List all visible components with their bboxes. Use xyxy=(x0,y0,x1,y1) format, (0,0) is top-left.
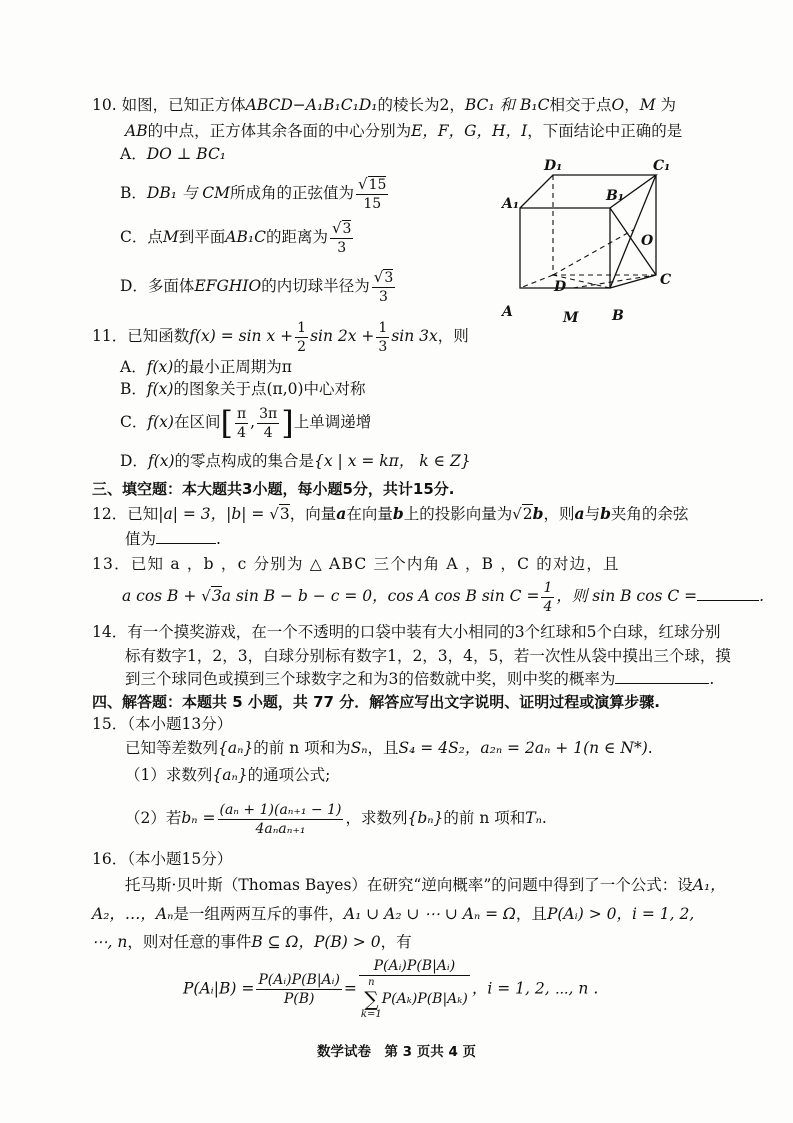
q10-text: 的棱长为2， xyxy=(377,96,465,114)
option-text: 在区间 xyxy=(173,413,221,431)
option-text: 的图象关于点(π,0)中心对称 xyxy=(173,380,366,398)
option-label: C．点 xyxy=(120,228,163,246)
page-footer: 数学试卷 第 3 页共 4 页 xyxy=(316,1044,477,1060)
frac-num: P(Aᵢ)P(B|Aᵢ) xyxy=(258,972,340,988)
fraction xyxy=(295,320,308,355)
label-b: B xyxy=(612,308,624,324)
option-label: D．多面体 xyxy=(120,277,195,295)
q11-math: sin 3x xyxy=(391,327,438,345)
q10-text: 为 xyxy=(660,96,677,114)
q10-lines: BC₁ 和 B₁C xyxy=(464,96,550,114)
sum-bottom: k=1 xyxy=(360,1009,382,1020)
q15-text: （2）若 xyxy=(125,809,182,827)
frac-num: 1 xyxy=(297,319,307,336)
cube-figure xyxy=(498,150,678,330)
sum-top: n xyxy=(368,977,375,988)
option-text: 的内切球半径为 xyxy=(261,277,370,295)
q16-line2 xyxy=(92,904,694,924)
frac-den: 3 xyxy=(379,289,388,305)
q11-math: f(x) = sin x + xyxy=(189,327,294,345)
q11-math: sin 2x + xyxy=(310,327,375,345)
formula-eq: = xyxy=(343,979,357,998)
q16-text: ，则对任意的事件 xyxy=(127,933,252,951)
frac-num: 3 xyxy=(384,270,394,286)
answer-blank[interactable] xyxy=(156,529,216,544)
q14-text: 到三个球同色或摸到三个球数字之和为3的倍数就中奖，则中奖的概率为 xyxy=(125,670,616,688)
q15-stem xyxy=(125,738,653,758)
q16-text: ，且 xyxy=(515,905,547,923)
q15-text: 的前 n 项和为 xyxy=(253,739,351,757)
option-label: D． xyxy=(120,452,148,470)
q12-math: 2 xyxy=(522,505,533,523)
frac-num: 3π xyxy=(259,405,278,422)
frac-den: 3 xyxy=(378,338,388,355)
frac-num: π xyxy=(236,405,247,422)
q13-line1: 13．已知 a ，b ，c 分别为 △ ABC 三个内角 A ，B ，C 的对边，且 xyxy=(92,555,620,573)
q15-text: （1）求数列 xyxy=(125,766,213,784)
formula-tail: ，i = 1, 2, ⋯, n . xyxy=(471,979,599,998)
q15-math: {bₙ} xyxy=(407,809,444,827)
frac-den: 4 xyxy=(263,424,273,441)
q12-text: 上的投影向量为 xyxy=(403,505,513,523)
q12-line2 xyxy=(125,529,221,549)
q15-math: {aₙ} xyxy=(218,739,254,757)
frac-den: 15 xyxy=(363,196,382,212)
q13-math: 3 xyxy=(211,587,222,605)
q10-option-a xyxy=(120,144,226,164)
fraction xyxy=(235,406,248,441)
option-math: f(x) xyxy=(147,452,175,470)
q15-math: S₄ = 4S₂，a₂ₙ = 2aₙ + 1(n ∈ N*) xyxy=(398,739,648,757)
fraction xyxy=(256,972,342,1007)
q15-math: bₙ = xyxy=(181,809,216,827)
q15-math: Sₙ xyxy=(350,739,368,757)
q10-text: ， xyxy=(624,96,640,114)
frac-den: 4aₙaₙ₊₁ xyxy=(255,820,306,837)
section-4-heading: 四、解答题：本题共 5 小题，共 77 分．解答应写出文字说明、证明过程或演算步骤. xyxy=(92,693,660,711)
q15-math: Tₙ xyxy=(525,809,542,827)
q13-math: ，cos A cos B sin C = xyxy=(372,587,540,605)
q13-math: ，则 sin B cos C = xyxy=(556,587,698,605)
q10-point-o: O xyxy=(611,96,625,114)
q12-text: ，则 xyxy=(543,505,575,523)
q15-text: . xyxy=(647,739,653,757)
answer-blank[interactable] xyxy=(697,586,759,601)
label-a1: A₁ xyxy=(502,196,519,212)
q11-text: 11．已知函数 xyxy=(92,327,190,345)
cube-top-edges xyxy=(520,175,656,208)
frac-den: 3 xyxy=(337,240,347,256)
q11-stem xyxy=(92,316,469,356)
q10-segment-ab: AB xyxy=(125,122,148,140)
q12-text: 值为 xyxy=(125,530,157,548)
bracket-left: [ xyxy=(220,404,233,442)
q15-text: 的前 n 项和 xyxy=(443,809,526,827)
q13-math: a sin B − b − c = 0 xyxy=(221,587,373,605)
label-b1: B₁ xyxy=(606,188,624,204)
q12-text: ，向量 xyxy=(289,505,337,523)
fraction xyxy=(541,580,554,615)
option-label: B． xyxy=(120,380,147,398)
q15-part-2 xyxy=(125,796,547,840)
bayes-formula xyxy=(183,958,598,1021)
vector-a: a xyxy=(336,504,347,523)
q12-math: |a| = 3，|b| = xyxy=(158,505,270,523)
q10-line1 xyxy=(92,95,676,115)
sum-symbol: n ∑ k=1 xyxy=(360,977,382,1020)
q16-math: A₁， xyxy=(692,876,726,894)
option-math: EFGHIO xyxy=(194,277,262,295)
option-label: C． xyxy=(120,413,148,431)
bracket-right: ] xyxy=(281,404,294,442)
q16-line3 xyxy=(92,932,412,952)
answer-blank[interactable] xyxy=(615,669,709,684)
option-math: DB₁ 与 CM xyxy=(146,184,231,202)
formula-lhs: P(Aᵢ|B) = xyxy=(183,979,255,998)
q15-text: ，且 xyxy=(367,739,399,757)
q15-text: ，求数列 xyxy=(345,809,408,827)
frac-den xyxy=(359,976,470,1021)
q10-centers: E，F，G，H，I xyxy=(411,122,528,140)
q12-text: 夹角的余弦 xyxy=(610,505,689,523)
option-text: 的零点构成的集合是 xyxy=(174,452,315,470)
q12-text: 12．已知 xyxy=(92,505,159,523)
option-text: 上单调递增 xyxy=(293,413,372,431)
q11-option-b xyxy=(120,379,366,399)
section-3-heading: 三、填空题：本大题共3小题，每小题5分，共计15分. xyxy=(92,480,455,498)
q15-title: 15．（本小题13分） xyxy=(92,715,233,733)
fraction xyxy=(218,802,344,837)
vector-b: b xyxy=(392,504,404,523)
option-math: AB₁C xyxy=(225,228,266,246)
frac-num: (aₙ + 1)(aₙ₊₁ − 1) xyxy=(219,801,342,818)
fraction: $\frac{√15}{15}$ xyxy=(358,175,387,212)
label-c1: C₁ xyxy=(653,158,671,174)
q10-text: 的中点，正方体其余各面的中心分别为 xyxy=(147,122,412,140)
frac-num: P(Aᵢ)P(B|Aᵢ) xyxy=(359,958,470,976)
q12-text: 与 xyxy=(584,505,601,523)
q16-text: ，有 xyxy=(380,933,412,951)
fraction xyxy=(257,406,279,441)
option-math: DO ⊥ BC₁ xyxy=(146,145,227,163)
frac-num: 1 xyxy=(543,579,553,596)
vector-b: b xyxy=(532,504,544,523)
q14-line1: 14．有一个摸奖游戏，在一个不透明的口袋中装有大小相同的3个红球和5个白球，红球分别 xyxy=(92,623,721,641)
option-text: 所成角的正弦值为 xyxy=(230,184,355,202)
q16-line1 xyxy=(125,875,726,895)
vector-b: b xyxy=(600,504,611,523)
frac-den: 4 xyxy=(543,598,553,615)
q16-math: A₂，…，Aₙ xyxy=(92,905,174,923)
q10-line2 xyxy=(125,121,682,141)
option-text: 的最小正周期为π xyxy=(173,358,292,376)
q11-text: ，则 xyxy=(437,327,469,345)
q16-math: P(Aᵢ) > 0，i = 1, 2, xyxy=(546,905,695,923)
q15-part-1 xyxy=(125,765,330,785)
q16-math: ⋯, n xyxy=(92,933,128,951)
q14-line2: 标有数字1，2，3，白球分别标有数字1，2，3，4，5，若一次性从袋中摸出三个球，摸 xyxy=(125,647,731,665)
fraction: $\frac{√3}{3}$ xyxy=(331,219,352,256)
option-text: 到平面 xyxy=(178,228,226,246)
vector-a: a xyxy=(574,504,585,523)
q10-option-c xyxy=(120,217,355,257)
q10-option-b xyxy=(120,173,390,213)
frac-num: 15 xyxy=(368,177,387,193)
q16-text: 托马斯·贝叶斯（Thomas Bayes）在研究“逆向概率”的问题中得到了一个公式：设 xyxy=(125,876,693,894)
frac-num: 3 xyxy=(342,221,352,237)
frac-den: 2 xyxy=(297,338,307,355)
q10-text: ，下面结论中正确的是 xyxy=(527,122,683,140)
option-math: {x | x = kπ， k ∈ Z} xyxy=(314,452,471,470)
option-label: A． xyxy=(120,145,147,163)
q10-text: 如图，已知正方体 xyxy=(121,96,246,114)
fraction xyxy=(359,958,470,1021)
q10-point-m: M xyxy=(639,96,656,114)
label-a: A xyxy=(502,304,513,320)
option-math: M xyxy=(162,228,179,246)
q16-math: A₁ ∪ A₂ ∪ ⋯ ∪ Aₙ = Ω xyxy=(343,905,516,923)
q16-math: B ⊆ Ω，P(B) > 0 xyxy=(251,933,381,951)
q15-text: . xyxy=(541,809,547,827)
q15-text: 已知等差数列 xyxy=(125,739,219,757)
label-o: O xyxy=(641,233,654,249)
label-d: D xyxy=(554,279,567,295)
q11-option-c: C．f(x)在区间[ $\frac{\pi}{4}$ , $\frac{3\pi}{4}$ ]上单调递增 xyxy=(120,404,372,442)
label-d1: D₁ xyxy=(544,158,563,174)
q15-text: 的通项公式; xyxy=(247,766,331,784)
q12-text: 在向量 xyxy=(346,505,393,523)
q13-line2: a cos B + √3a sin B − b − c = 0，cos A cos B sin C = $\frac{1}{4}$ ，则 sin B cos C = . xyxy=(122,579,765,615)
q12-math: 3 xyxy=(279,505,290,523)
fraction xyxy=(376,320,389,355)
cube-hidden-edges xyxy=(520,175,656,288)
frac-den: 4 xyxy=(237,424,247,441)
q10-number: 10. xyxy=(92,96,117,114)
option-label: B． xyxy=(120,184,147,202)
sum-term: P(Aₖ)P(B|Aₖ) xyxy=(381,991,468,1007)
q10-text: 相交于点 xyxy=(549,96,612,114)
option-label: A． xyxy=(120,358,147,376)
frac-den: P(B) xyxy=(283,991,315,1007)
q15-math: {aₙ} xyxy=(212,766,248,784)
q14-text: . xyxy=(709,670,715,688)
q13-text: . xyxy=(759,587,765,605)
q16-text: 是一组两两互斥的事件， xyxy=(173,905,344,923)
q10-option-d xyxy=(120,266,397,306)
q12-text: . xyxy=(216,530,221,548)
q12-line1: 12．已知|a| = 3，|b| = √3，向量a在向量b上的投影向量为√2b，则a与b夹角的余弦 xyxy=(92,504,689,523)
q16-title: 16．（本小题15分） xyxy=(92,850,233,868)
frac-num: 1 xyxy=(378,319,388,336)
option-text: 的距离为 xyxy=(265,228,328,246)
label-c: C xyxy=(660,272,672,288)
option-math: f(x) xyxy=(146,380,174,398)
q11-option-a xyxy=(120,357,292,377)
label-m: M xyxy=(563,310,579,326)
q13-math: a cos B + xyxy=(122,587,202,605)
q10-cube-name: ABCD−A₁B₁C₁D₁ xyxy=(245,96,378,114)
q11-option-d xyxy=(120,451,471,471)
cube-front-face xyxy=(520,208,610,288)
option-math: f(x) xyxy=(147,413,174,431)
option-math: f(x) xyxy=(146,358,174,376)
q14-line3 xyxy=(125,669,714,689)
fraction: $\frac{√3}{3}$ xyxy=(373,268,394,305)
